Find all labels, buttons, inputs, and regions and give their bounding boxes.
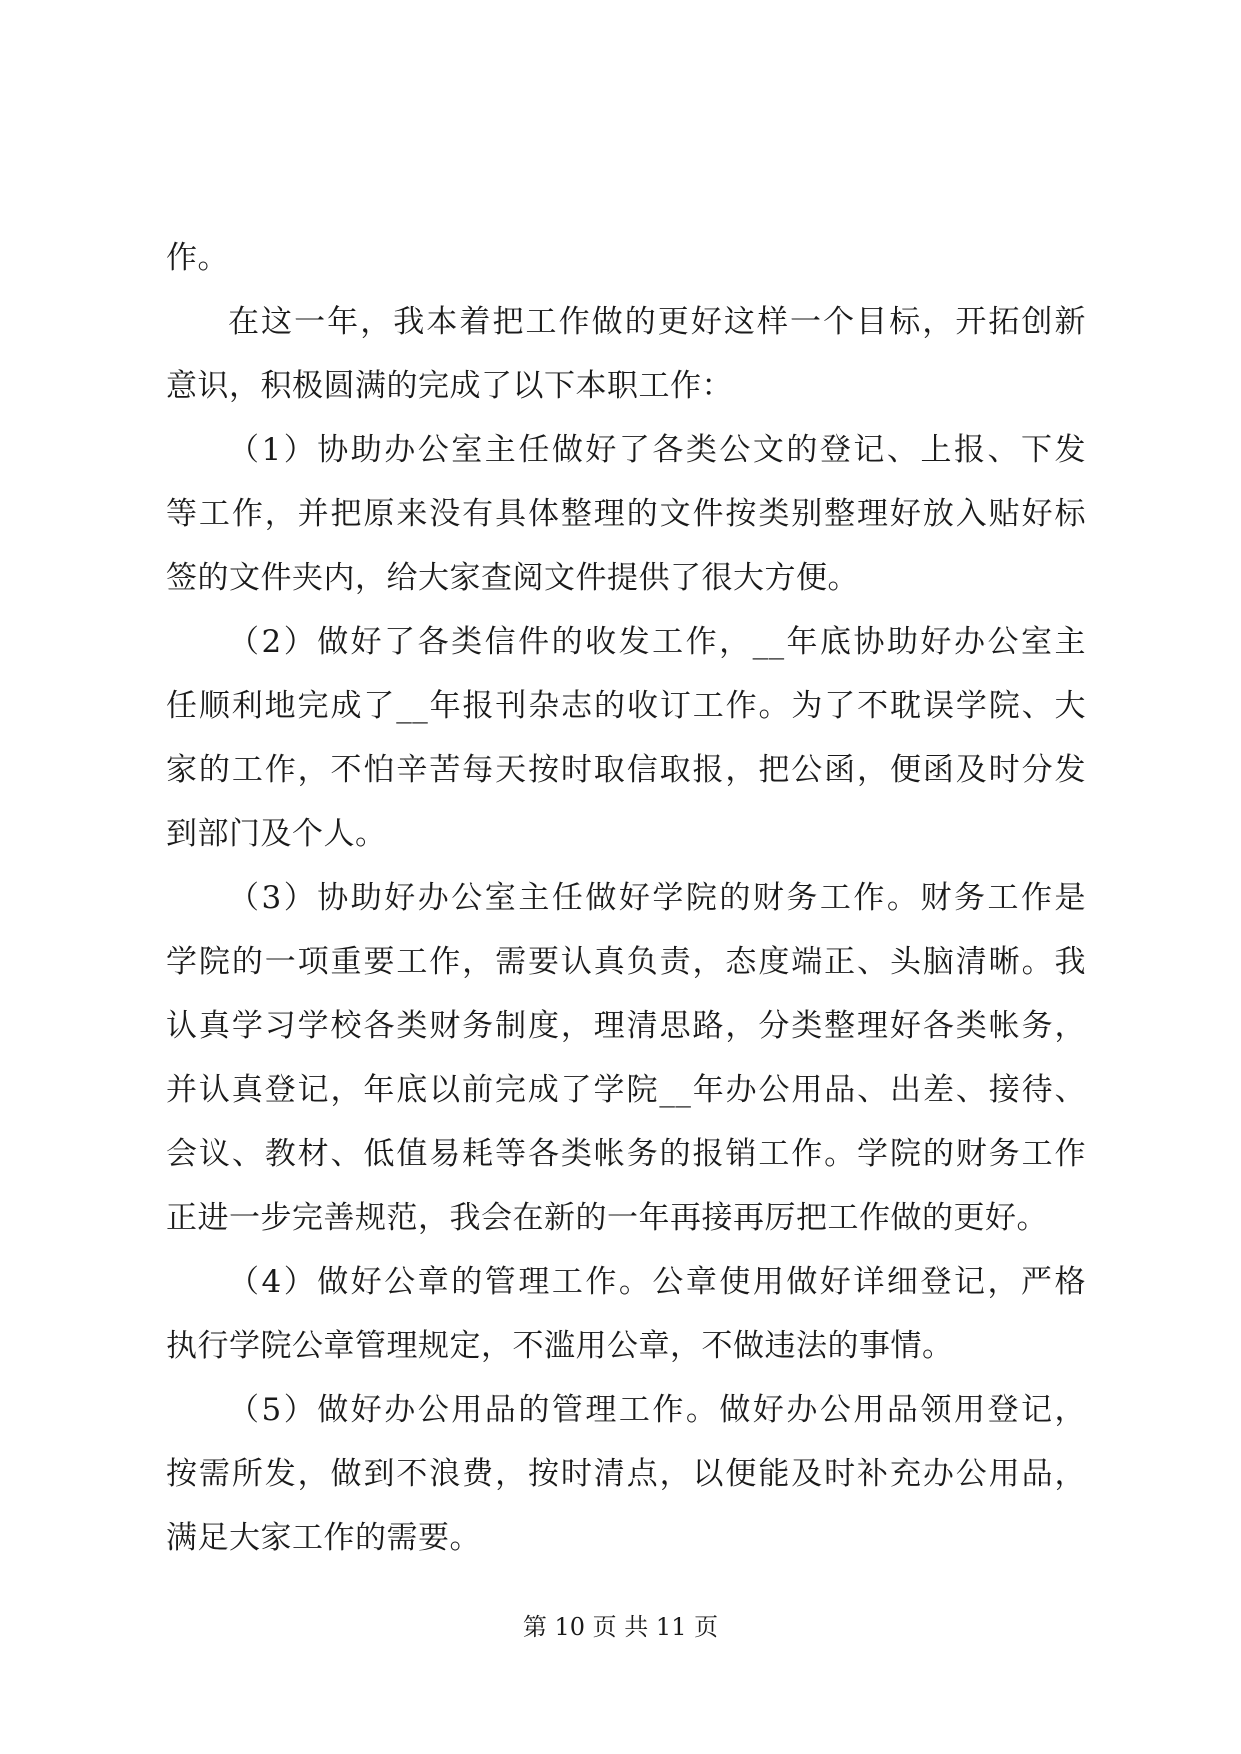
text-line: （4）做好公章的管理工作。公章使用做好详细登记，严格 — [228, 1264, 1086, 1300]
paragraph-item-5 — [166, 1378, 1086, 1570]
paragraph-continuation — [166, 226, 1086, 290]
paragraph-item-3 — [166, 866, 1086, 1250]
text-line: 任顺利地完成了__年报刊杂志的收订工作。为了不耽误学院、大 — [166, 688, 1086, 724]
text-line: 作。 — [166, 240, 229, 276]
text-line: 会议、教材、低值易耗等各类帐务的报销工作。学院的财务工作 — [166, 1136, 1086, 1172]
text-line: 在这一年，我本着把工作做的更好这样一个目标，开拓创新 — [228, 304, 1086, 340]
paragraph-intro — [166, 290, 1086, 418]
text-line: 学院的一项重要工作，需要认真负责，态度端正、头脑清晰。我 — [166, 944, 1086, 980]
text-line: 签的文件夹内，给大家查阅文件提供了很大方便。 — [166, 560, 859, 596]
text-line: 按需所发，做到不浪费，按时清点，以便能及时补充办公用品， — [166, 1456, 1086, 1492]
text-line: （2）做好了各类信件的收发工作，__年底协助好办公室主 — [228, 624, 1086, 660]
paragraph-item-4 — [166, 1250, 1086, 1378]
text-line: 满足大家工作的需要。 — [166, 1520, 481, 1556]
text-line: （5）做好办公用品的管理工作。做好办公用品领用登记， — [228, 1392, 1086, 1428]
text-line: （3）协助好办公室主任做好学院的财务工作。财务工作是 — [228, 880, 1086, 916]
paragraph-item-2 — [166, 610, 1086, 866]
text-line: 执行学院公章管理规定，不滥用公章，不做违法的事情。 — [166, 1328, 954, 1364]
text-line: 认真学习学校各类财务制度，理清思路，分类整理好各类帐务， — [166, 1008, 1086, 1044]
text-line: 到部门及个人。 — [166, 816, 387, 852]
text-line: 家的工作，不怕辛苦每天按时取信取报，把公函，便函及时分发 — [166, 752, 1086, 788]
text-line: 正进一步完善规范，我会在新的一年再接再厉把工作做的更好。 — [166, 1200, 1048, 1236]
text-line: （1）协助办公室主任做好了各类公文的登记、上报、下发 — [228, 432, 1086, 468]
paragraph-item-1 — [166, 418, 1086, 610]
page-number-footer: 第 10 页 共 11 页 — [522, 1613, 719, 1641]
text-line: 意识，积极圆满的完成了以下本职工作： — [166, 368, 733, 404]
document-body — [166, 226, 1086, 1570]
text-line: 等工作，并把原来没有具体整理的文件按类别整理好放入贴好标 — [166, 496, 1086, 532]
text-line: 并认真登记，年底以前完成了学院__年办公用品、出差、接待、 — [166, 1072, 1086, 1108]
